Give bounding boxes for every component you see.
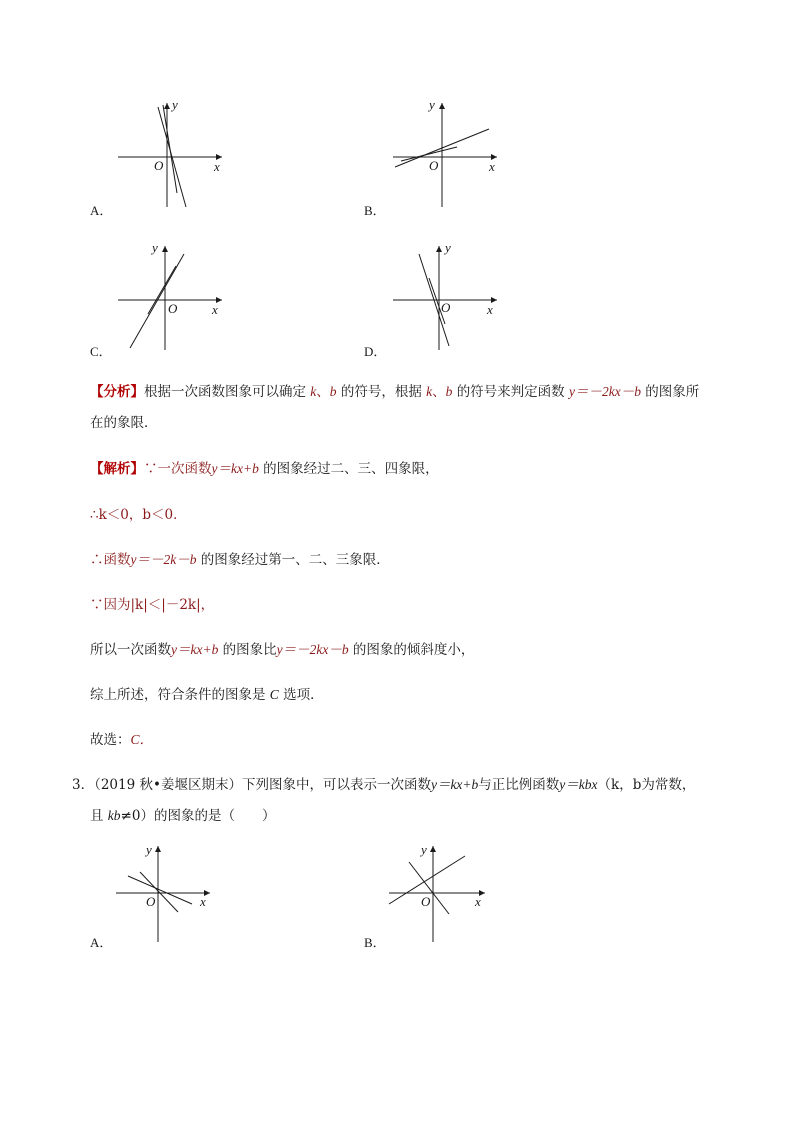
question3-text-5: ≠0）的图象的是（ ） — [120, 808, 276, 824]
solution-s5-func2: y＝－2kx－b — [276, 642, 349, 657]
q3-graph-b — [385, 840, 505, 950]
analysis-text-3: 的符号来判定函数 — [456, 384, 565, 400]
solution-s5-a: 所以一次函数 — [90, 642, 171, 658]
graph-d — [385, 240, 515, 360]
y-axis-label: y — [172, 97, 178, 112]
solution-line-2 — [90, 505, 730, 525]
solution-s6-post: 选项． — [283, 687, 324, 703]
q3-option-label-b: B． — [364, 935, 386, 950]
graph-d-svg — [385, 240, 515, 360]
x-axis-label: x — [489, 159, 495, 174]
origin-label: O — [441, 300, 451, 315]
solution-s3-pre: ∴函数 — [90, 552, 131, 568]
option-label-a: A． — [90, 203, 113, 218]
origin-label: O — [168, 301, 178, 316]
graph-line-2 — [163, 105, 177, 193]
q3-option-label-a: A． — [90, 935, 113, 950]
solution-s1-post: 的图象经过二、三、四象限， — [263, 461, 439, 477]
origin-label: O — [146, 894, 156, 909]
solution-line-6 — [90, 685, 730, 705]
solution-s5-func1: y＝kx+b — [171, 642, 219, 657]
solution-line-7 — [90, 730, 730, 750]
analysis-text-4: 的图象所 — [645, 384, 700, 400]
solution-line-4 — [90, 595, 730, 615]
var-k: k — [310, 384, 317, 399]
question3-line-2 — [90, 806, 730, 826]
solution-s3-func: y＝－2k－b — [130, 552, 197, 567]
question3-text-1: 3．（2019 秋•姜堰区期末）下列图象中，可以表示一次函数 — [72, 777, 431, 793]
solution-s6-pre: 综上所述，符合条件的图象是 — [90, 687, 266, 703]
question3-text-3: （k，b为常数， — [597, 777, 696, 793]
solution-s1-func: y＝kx+b — [211, 461, 259, 476]
solution-line-1 — [90, 459, 730, 479]
solution-s7-answer: C． — [130, 732, 154, 747]
solution-s5-c: 的图象的倾斜度小， — [352, 642, 475, 658]
solution-s3-post: 的图象经过第一、二、三象限． — [200, 552, 390, 568]
x-axis-label: x — [200, 894, 206, 909]
option-label-d: D． — [364, 344, 387, 359]
option-label-b: B． — [364, 203, 386, 218]
graph-a — [110, 95, 240, 215]
question3-func1: y＝kx+b — [430, 777, 479, 792]
x-axis-label: x — [475, 894, 481, 909]
solution-s7-pre: 故选： — [90, 732, 131, 748]
x-axis-label: x — [212, 302, 218, 317]
graph-c — [110, 240, 240, 360]
q3-graph-a — [110, 840, 230, 950]
solution-line-3 — [90, 550, 730, 570]
origin-label: O — [421, 894, 431, 909]
graph-a-svg — [110, 95, 240, 215]
analysis-text-5: 在的象限． — [90, 415, 158, 431]
question3-kb: kb — [107, 808, 121, 823]
y-axis-label: y — [152, 240, 158, 255]
analysis-text-1: 根据一次函数图象可以确定 — [144, 384, 306, 400]
solution-s5-b: 的图象比 — [222, 642, 277, 658]
analysis-function: y＝－2kx－b — [568, 384, 641, 399]
y-axis-label: y — [146, 842, 152, 857]
var-k-2: k — [426, 384, 433, 399]
y-axis-label: y — [445, 240, 451, 255]
y-axis-label: y — [421, 842, 427, 857]
graph-b-svg — [385, 95, 515, 215]
sep: 、 — [316, 384, 330, 400]
sep-2: 、 — [432, 384, 446, 400]
var-b: b — [329, 384, 337, 399]
question3-text-4: 且 — [90, 808, 104, 824]
x-axis-label: x — [214, 159, 220, 174]
q3-graph-a-svg — [110, 840, 230, 950]
graph-c-svg — [110, 240, 240, 360]
question3-text-2: 与正比例函数 — [478, 777, 560, 793]
option-label-c: C． — [90, 344, 112, 359]
analysis-tag: 【分析】 — [90, 384, 144, 400]
solution-line-5 — [90, 640, 730, 660]
origin-label: O — [154, 158, 164, 173]
analysis-line-2 — [90, 413, 730, 433]
solution-tag: 【解析】 — [90, 461, 144, 477]
q3-graph-b-svg — [385, 840, 505, 950]
analysis-line-1 — [90, 382, 730, 402]
var-b-2: b — [445, 384, 453, 399]
solution-s2: ∴k＜0，b＜0． — [90, 507, 187, 523]
solution-s6-c: C — [269, 687, 279, 702]
question3-func2: y＝kbx — [559, 777, 598, 792]
graph-b — [385, 95, 515, 215]
x-axis-label: x — [487, 302, 493, 317]
graph-line-1 — [128, 876, 192, 904]
origin-label: O — [429, 158, 439, 173]
y-axis-label: y — [429, 97, 435, 112]
solution-s1-pre: ∵一次函数 — [144, 461, 212, 477]
question3-line-1 — [72, 775, 712, 795]
analysis-text-2: 的符号，根据 — [340, 384, 422, 400]
solution-s4: ∵因为|k|＜|－2k|， — [90, 597, 215, 613]
